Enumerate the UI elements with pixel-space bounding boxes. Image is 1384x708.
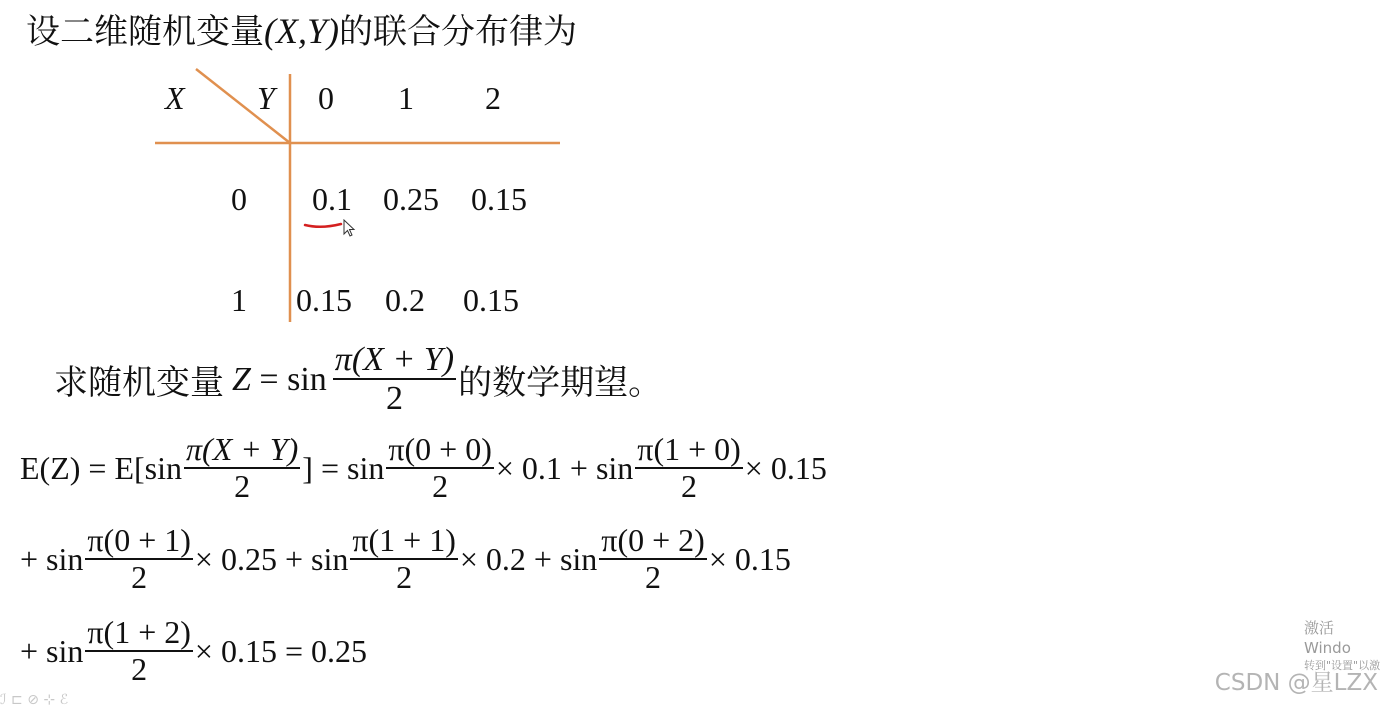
sol1-frac-3 [635, 433, 743, 504]
sol3-frac-1 [85, 616, 193, 687]
sol2-term-3: × 0.15 [708, 540, 791, 577]
table-row-1-val-1: 0.2 [385, 282, 425, 318]
intro-vars: (X,Y) [264, 11, 339, 51]
sol2-frac-3-num: π(0 + 2) [601, 522, 705, 558]
question-suffix: 的数学期望。 [458, 363, 663, 404]
bottom-toolbar-fragment: ℐ ⊏ ⊘ ⊹ ℰ [0, 692, 69, 708]
question-prefix: 求随机变量 [54, 363, 224, 404]
table-row-1-val-2: 0.15 [463, 282, 519, 318]
sol3-frac-1-den: 2 [131, 650, 148, 687]
sol2-frac-3 [599, 524, 707, 595]
sol2-term-2: × 0.2 + sin [459, 540, 598, 577]
sol2-term-1: × 0.25 + sin [194, 540, 349, 577]
sol2-frac-1 [85, 524, 193, 595]
question-line [54, 342, 662, 417]
csdn-watermark: CSDN @星LZX [1214, 670, 1378, 696]
question-numerator: π(X + Y) [334, 341, 455, 378]
table-row-1-x: 1 [231, 282, 247, 318]
sol1-frac-2 [386, 433, 494, 504]
table-col-2: 2 [485, 80, 501, 116]
question-denominator: 2 [385, 379, 403, 417]
table-row-0-val-1: 0.25 [383, 181, 439, 217]
table-col-header: Y [257, 80, 275, 116]
sol1-frac-1-den: 2 [234, 467, 251, 504]
sol1-term-3: × 0.15 [744, 449, 827, 486]
mouse-cursor-icon [342, 219, 358, 239]
table-diagonal-line [196, 69, 290, 143]
intro-text: 设二维随机变量 [26, 12, 264, 52]
sol3-pre: + sin [20, 632, 84, 669]
sol1-frac-3-den: 2 [681, 467, 698, 504]
sol1-frac-2-den: 2 [432, 467, 449, 504]
table-row-1-val-0: 0.15 [296, 282, 352, 318]
question-fraction [333, 342, 456, 417]
sol2-frac-2-num: π(1 + 1) [352, 522, 456, 558]
question-lhs: Z = sin [232, 360, 327, 398]
solution-line-2 [20, 524, 791, 595]
table-col-0: 0 [318, 80, 334, 116]
sol1-frac-1 [184, 433, 300, 504]
solution-line-1 [20, 433, 827, 504]
table-row-0-x: 0 [231, 181, 247, 217]
sol2-frac-3-den: 2 [645, 558, 662, 595]
sol2-frac-1-num: π(0 + 1) [87, 522, 191, 558]
table-lines [0, 0, 600, 330]
sol1-frac-2-num: π(0 + 0) [388, 431, 492, 467]
sol1-term-2: × 0.1 + sin [495, 449, 634, 486]
table-row-0-val-2: 0.15 [471, 181, 527, 217]
windows-watermark-line-1: 激活 Windo [1304, 619, 1351, 658]
table-row-header: X [165, 80, 185, 116]
table-row-0-val-0: 0.1 [312, 181, 352, 217]
windows-watermark-line-2: 转到"设置"以激 [1304, 658, 1381, 672]
sol3-term-1: × 0.15 = 0.25 [194, 632, 367, 669]
solution-line-3 [20, 616, 367, 687]
intro-suffix: 的联合分布律为 [339, 12, 577, 52]
sol1-frac-1-num: π(X + Y) [186, 431, 299, 467]
red-underline-annotation [303, 220, 347, 232]
sol2-frac-1-den: 2 [131, 558, 148, 595]
table-col-1: 1 [398, 80, 414, 116]
sol3-frac-1-num: π(1 + 2) [87, 614, 191, 650]
sol1-mid: ] = sin [302, 449, 385, 486]
sol1-frac-3-num: π(1 + 0) [637, 431, 741, 467]
sol2-pre: + sin [20, 540, 84, 577]
sol2-frac-2-den: 2 [396, 558, 413, 595]
sol2-frac-2 [350, 524, 458, 595]
sol1-lhs: E(Z) = E[sin [20, 449, 182, 486]
